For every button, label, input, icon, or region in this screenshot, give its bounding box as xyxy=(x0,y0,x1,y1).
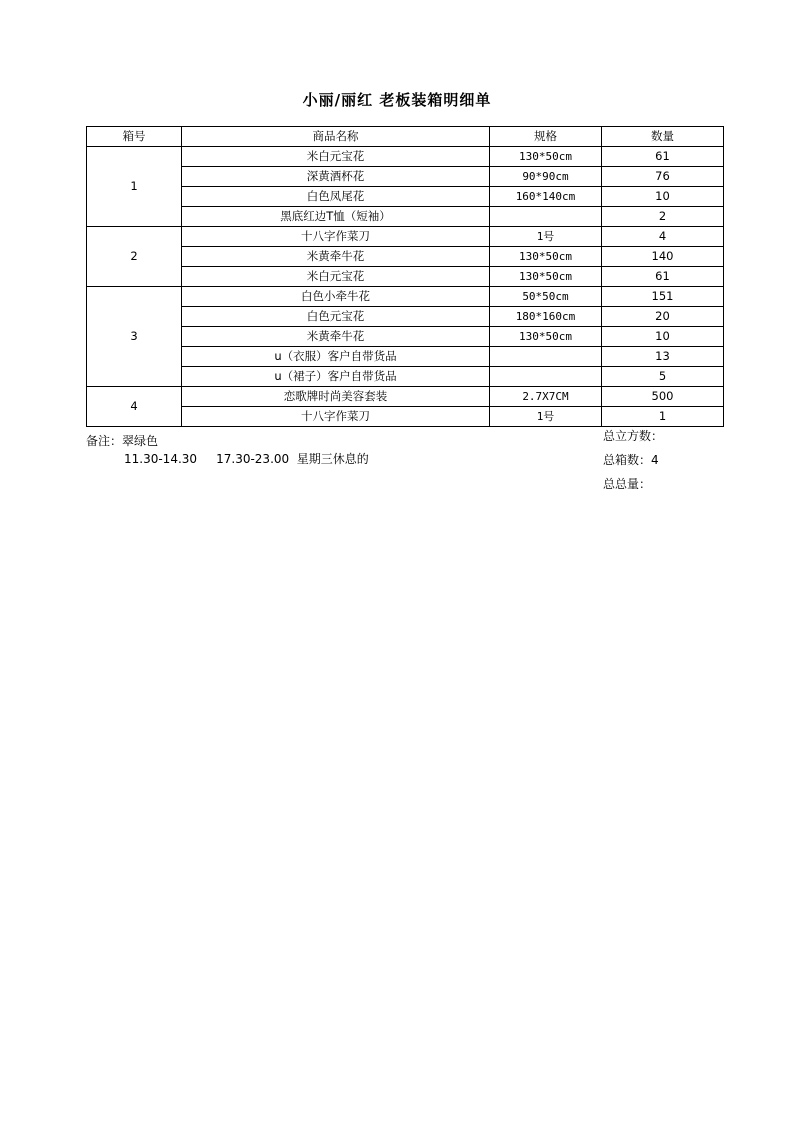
product-spec xyxy=(490,367,602,387)
product-spec: 160*140cm xyxy=(490,187,602,207)
product-spec: 180*160cm xyxy=(490,307,602,327)
table-header-row xyxy=(87,127,724,147)
product-quantity: 10 xyxy=(602,327,724,347)
product-spec: 1号 xyxy=(490,407,602,427)
product-name: 米白元宝花 xyxy=(182,147,490,167)
packing-list-table xyxy=(86,126,724,427)
table-row xyxy=(87,247,724,267)
header-quantity: 数量 xyxy=(602,127,724,147)
table-row xyxy=(87,167,724,187)
product-quantity: 61 xyxy=(602,267,724,287)
product-spec: 130*50cm xyxy=(490,147,602,167)
box-number: 2 xyxy=(87,227,182,287)
product-spec: 50*50cm xyxy=(490,287,602,307)
product-quantity: 1 xyxy=(602,407,724,427)
product-name: 米黄牵牛花 xyxy=(182,327,490,347)
product-name: 米黄牵牛花 xyxy=(182,247,490,267)
product-name: 恋歌牌时尚美容套装 xyxy=(182,387,490,407)
product-quantity: 76 xyxy=(602,167,724,187)
table-row xyxy=(87,327,724,347)
product-name: 十八字作菜刀 xyxy=(182,227,490,247)
header-box-no: 箱号 xyxy=(87,127,182,147)
product-quantity: 151 xyxy=(602,287,724,307)
product-spec: 130*50cm xyxy=(490,267,602,287)
total-weight: 总总量： xyxy=(603,477,652,491)
notes-section xyxy=(86,432,369,468)
table-row xyxy=(87,267,724,287)
product-name: 十八字作菜刀 xyxy=(182,407,490,427)
product-name: 白色元宝花 xyxy=(182,307,490,327)
product-name: 黑底红边T恤（短袖） xyxy=(182,207,490,227)
summary-section xyxy=(603,430,663,502)
box-number: 1 xyxy=(87,147,182,227)
product-spec: 1号 xyxy=(490,227,602,247)
product-name: u（衣服）客户自带货品 xyxy=(182,347,490,367)
product-quantity: 2 xyxy=(602,207,724,227)
product-quantity: 140 xyxy=(602,247,724,267)
table-row xyxy=(87,367,724,387)
product-quantity: 20 xyxy=(602,307,724,327)
product-spec: 130*50cm xyxy=(490,327,602,347)
box-number: 3 xyxy=(87,287,182,387)
table-row xyxy=(87,287,724,307)
product-name: 白色凤尾花 xyxy=(182,187,490,207)
header-spec: 规格 xyxy=(490,127,602,147)
table-row xyxy=(87,387,724,407)
table-row xyxy=(87,407,724,427)
product-name: 深黄酒杯花 xyxy=(182,167,490,187)
product-quantity: 61 xyxy=(602,147,724,167)
product-quantity: 13 xyxy=(602,347,724,367)
product-name: u（裙子）客户自带货品 xyxy=(182,367,490,387)
header-product-name: 商品名称 xyxy=(182,127,490,147)
table-row xyxy=(87,227,724,247)
product-quantity: 10 xyxy=(602,187,724,207)
box-number: 4 xyxy=(87,387,182,427)
table-row xyxy=(87,307,724,327)
product-quantity: 5 xyxy=(602,367,724,387)
product-name: 白色小牵牛花 xyxy=(182,287,490,307)
document-title: 小丽/丽红 老板装箱明细单 xyxy=(302,91,492,109)
notes-line-2: 11.30-14.30 17.30-23.00 星期三休息的 xyxy=(124,452,369,466)
total-volume: 总立方数： xyxy=(603,429,664,443)
total-boxes: 总箱数：4 xyxy=(603,453,659,467)
product-quantity: 500 xyxy=(602,387,724,407)
table-row xyxy=(87,147,724,167)
product-spec: 130*50cm xyxy=(490,247,602,267)
table-row xyxy=(87,187,724,207)
notes-line-1: 备注：翠绿色 xyxy=(86,434,159,448)
product-spec: 90*90cm xyxy=(490,167,602,187)
product-quantity: 4 xyxy=(602,227,724,247)
table-row xyxy=(87,207,724,227)
product-spec: 2.7X7CM xyxy=(490,387,602,407)
product-spec xyxy=(490,347,602,367)
table-row xyxy=(87,347,724,367)
product-name: 米白元宝花 xyxy=(182,267,490,287)
product-spec xyxy=(490,207,602,227)
